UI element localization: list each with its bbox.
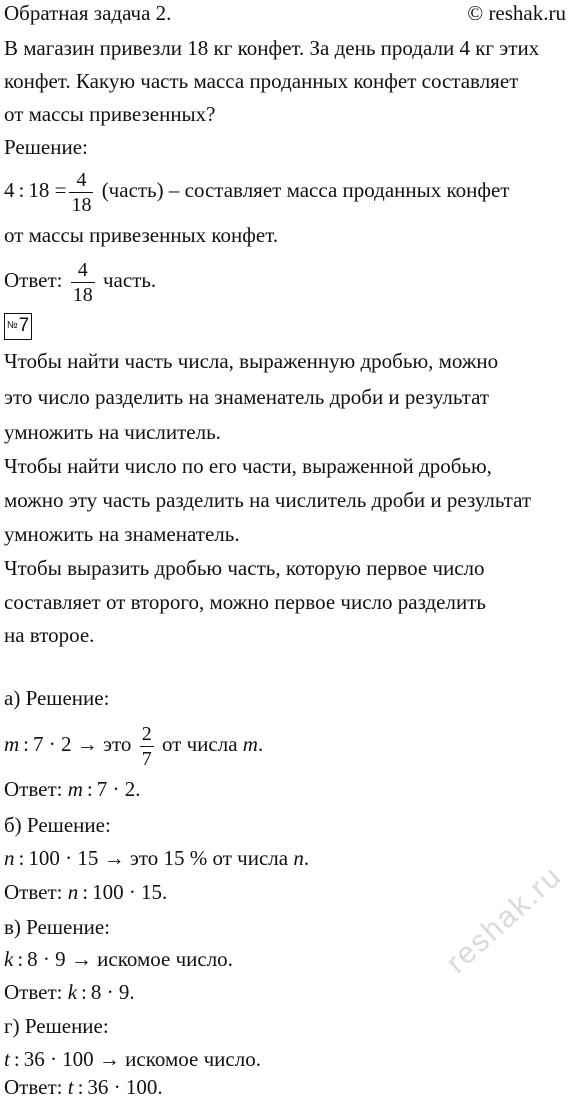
answer-var-t: t <box>67 1075 74 1099</box>
part-a-answer-label: Ответ: <box>4 777 63 801</box>
var-n: n <box>4 846 15 870</box>
answer-line <box>4 252 156 308</box>
part-c-label: в) Решение: <box>4 915 111 939</box>
part-a-denominator: 7 <box>141 747 152 770</box>
part-d-answer <box>4 1074 163 1100</box>
answer-var-k: k <box>67 980 78 1004</box>
colon: : <box>17 947 24 971</box>
rule1-line-1: Чтобы найти часть числа, выраженную дробью, можно <box>4 349 499 373</box>
part-c-expression <box>4 946 233 972</box>
task-number: 7 <box>18 315 30 336</box>
part-b-answer-expr: 100 · 15. <box>92 880 168 904</box>
part-a-answer-expr: 7 · 2. <box>96 777 141 801</box>
part-a-tail-end: . <box>257 732 264 756</box>
problem-line-1: В магазин привезли 18 кг конфет. За день продали 4 кг этих <box>4 36 540 60</box>
part-d-answer-label: Ответ: <box>4 1075 63 1099</box>
part-b-expr: 100 · 15 → это 15 % от числа <box>28 846 289 870</box>
part-a-label: а) Решение: <box>4 686 110 710</box>
answer-numerator: 4 <box>71 260 95 283</box>
part-a-expression <box>4 716 263 772</box>
answer-var-m: m <box>67 777 83 801</box>
part-b-answer <box>4 879 167 905</box>
rule3-line-1: Чтобы выразить дробью часть, которую первое число <box>4 556 485 580</box>
colon: : <box>82 880 89 904</box>
fraction-denominator: 18 <box>71 193 92 216</box>
colon: : <box>18 846 25 870</box>
var-m: m <box>4 732 20 756</box>
rule2-line-3: умножить на знаменатель. <box>4 522 240 546</box>
var-t: t <box>4 1047 10 1071</box>
part-b-answer-label: Ответ: <box>4 880 63 904</box>
part-b-expression <box>4 845 309 871</box>
answer-fraction <box>71 260 95 305</box>
part-d-expr: 36 · 100 → искомое число. <box>23 1047 261 1071</box>
part-b-tail-end: . <box>303 846 310 870</box>
part-a-fraction <box>140 724 154 769</box>
part-d-expression <box>4 1046 261 1072</box>
site-credit: © reshak.ru <box>467 1 566 25</box>
rule3-line-2: составляет от второго, можно первое число разделить <box>4 590 486 614</box>
calc-rest: (часть) – составляет масса проданных конфет <box>101 178 510 202</box>
calculation-line-2: от массы привезенных конфет. <box>4 223 279 247</box>
colon: : <box>81 980 87 1004</box>
part-d-label: г) Решение: <box>4 1014 109 1038</box>
var-n-tail: n <box>293 846 304 870</box>
var-k: k <box>4 947 14 971</box>
rule2-line-1: Чтобы найти число по его части, выраженной дробью, <box>4 454 492 478</box>
task-number-badge <box>4 313 32 340</box>
fraction-numerator: 4 <box>69 170 93 193</box>
var-m-tail: m <box>242 732 258 756</box>
calc-mid: 18 = <box>28 178 67 202</box>
part-a-numerator: 2 <box>141 722 152 745</box>
rule2-line-2: можно эту часть разделить на числитель дроби и результат <box>4 488 532 512</box>
page-title: Обратная задача 2. <box>4 1 172 25</box>
calc-left: 4 <box>4 178 15 202</box>
answer-denominator: 18 <box>72 283 93 306</box>
rule1-line-3: умножить на числитель. <box>4 420 221 444</box>
colon: : <box>77 1075 84 1099</box>
colon: : <box>18 178 25 202</box>
watermark: reshak.ru <box>440 859 569 980</box>
colon: : <box>13 1047 20 1071</box>
part-c-answer-label: Ответ: <box>4 980 63 1004</box>
solution-label: Решение: <box>4 135 88 159</box>
rule1-line-2: это число разделить на знаменатель дроби и результат <box>4 385 490 409</box>
part-c-expr: 8 · 9 → искомое число. <box>27 947 233 971</box>
problem-line-2: конфет. Какую часть масса проданных конфет составляет <box>4 69 519 93</box>
part-c-answer-expr: 8 · 9. <box>90 980 135 1004</box>
part-a-answer <box>4 776 140 802</box>
part-c-answer <box>4 979 135 1005</box>
answer-rest: часть. <box>102 268 157 292</box>
answer-var-n: n <box>67 880 79 904</box>
part-a-tail: от числа <box>161 732 238 756</box>
part-b-label: б) Решение: <box>4 813 111 837</box>
colon: : <box>23 732 30 756</box>
part-a-expr: 7 · 2 → это <box>33 732 132 756</box>
number-sign: № <box>6 320 18 331</box>
part-d-answer-expr: 36 · 100. <box>87 1075 163 1099</box>
colon: : <box>86 777 93 801</box>
problem-line-3: от массы привезенных? <box>4 102 216 126</box>
rule3-line-3: на второе. <box>4 623 95 647</box>
calculation-line <box>4 162 509 218</box>
fraction <box>69 170 93 215</box>
answer-label: Ответ: <box>4 268 63 292</box>
